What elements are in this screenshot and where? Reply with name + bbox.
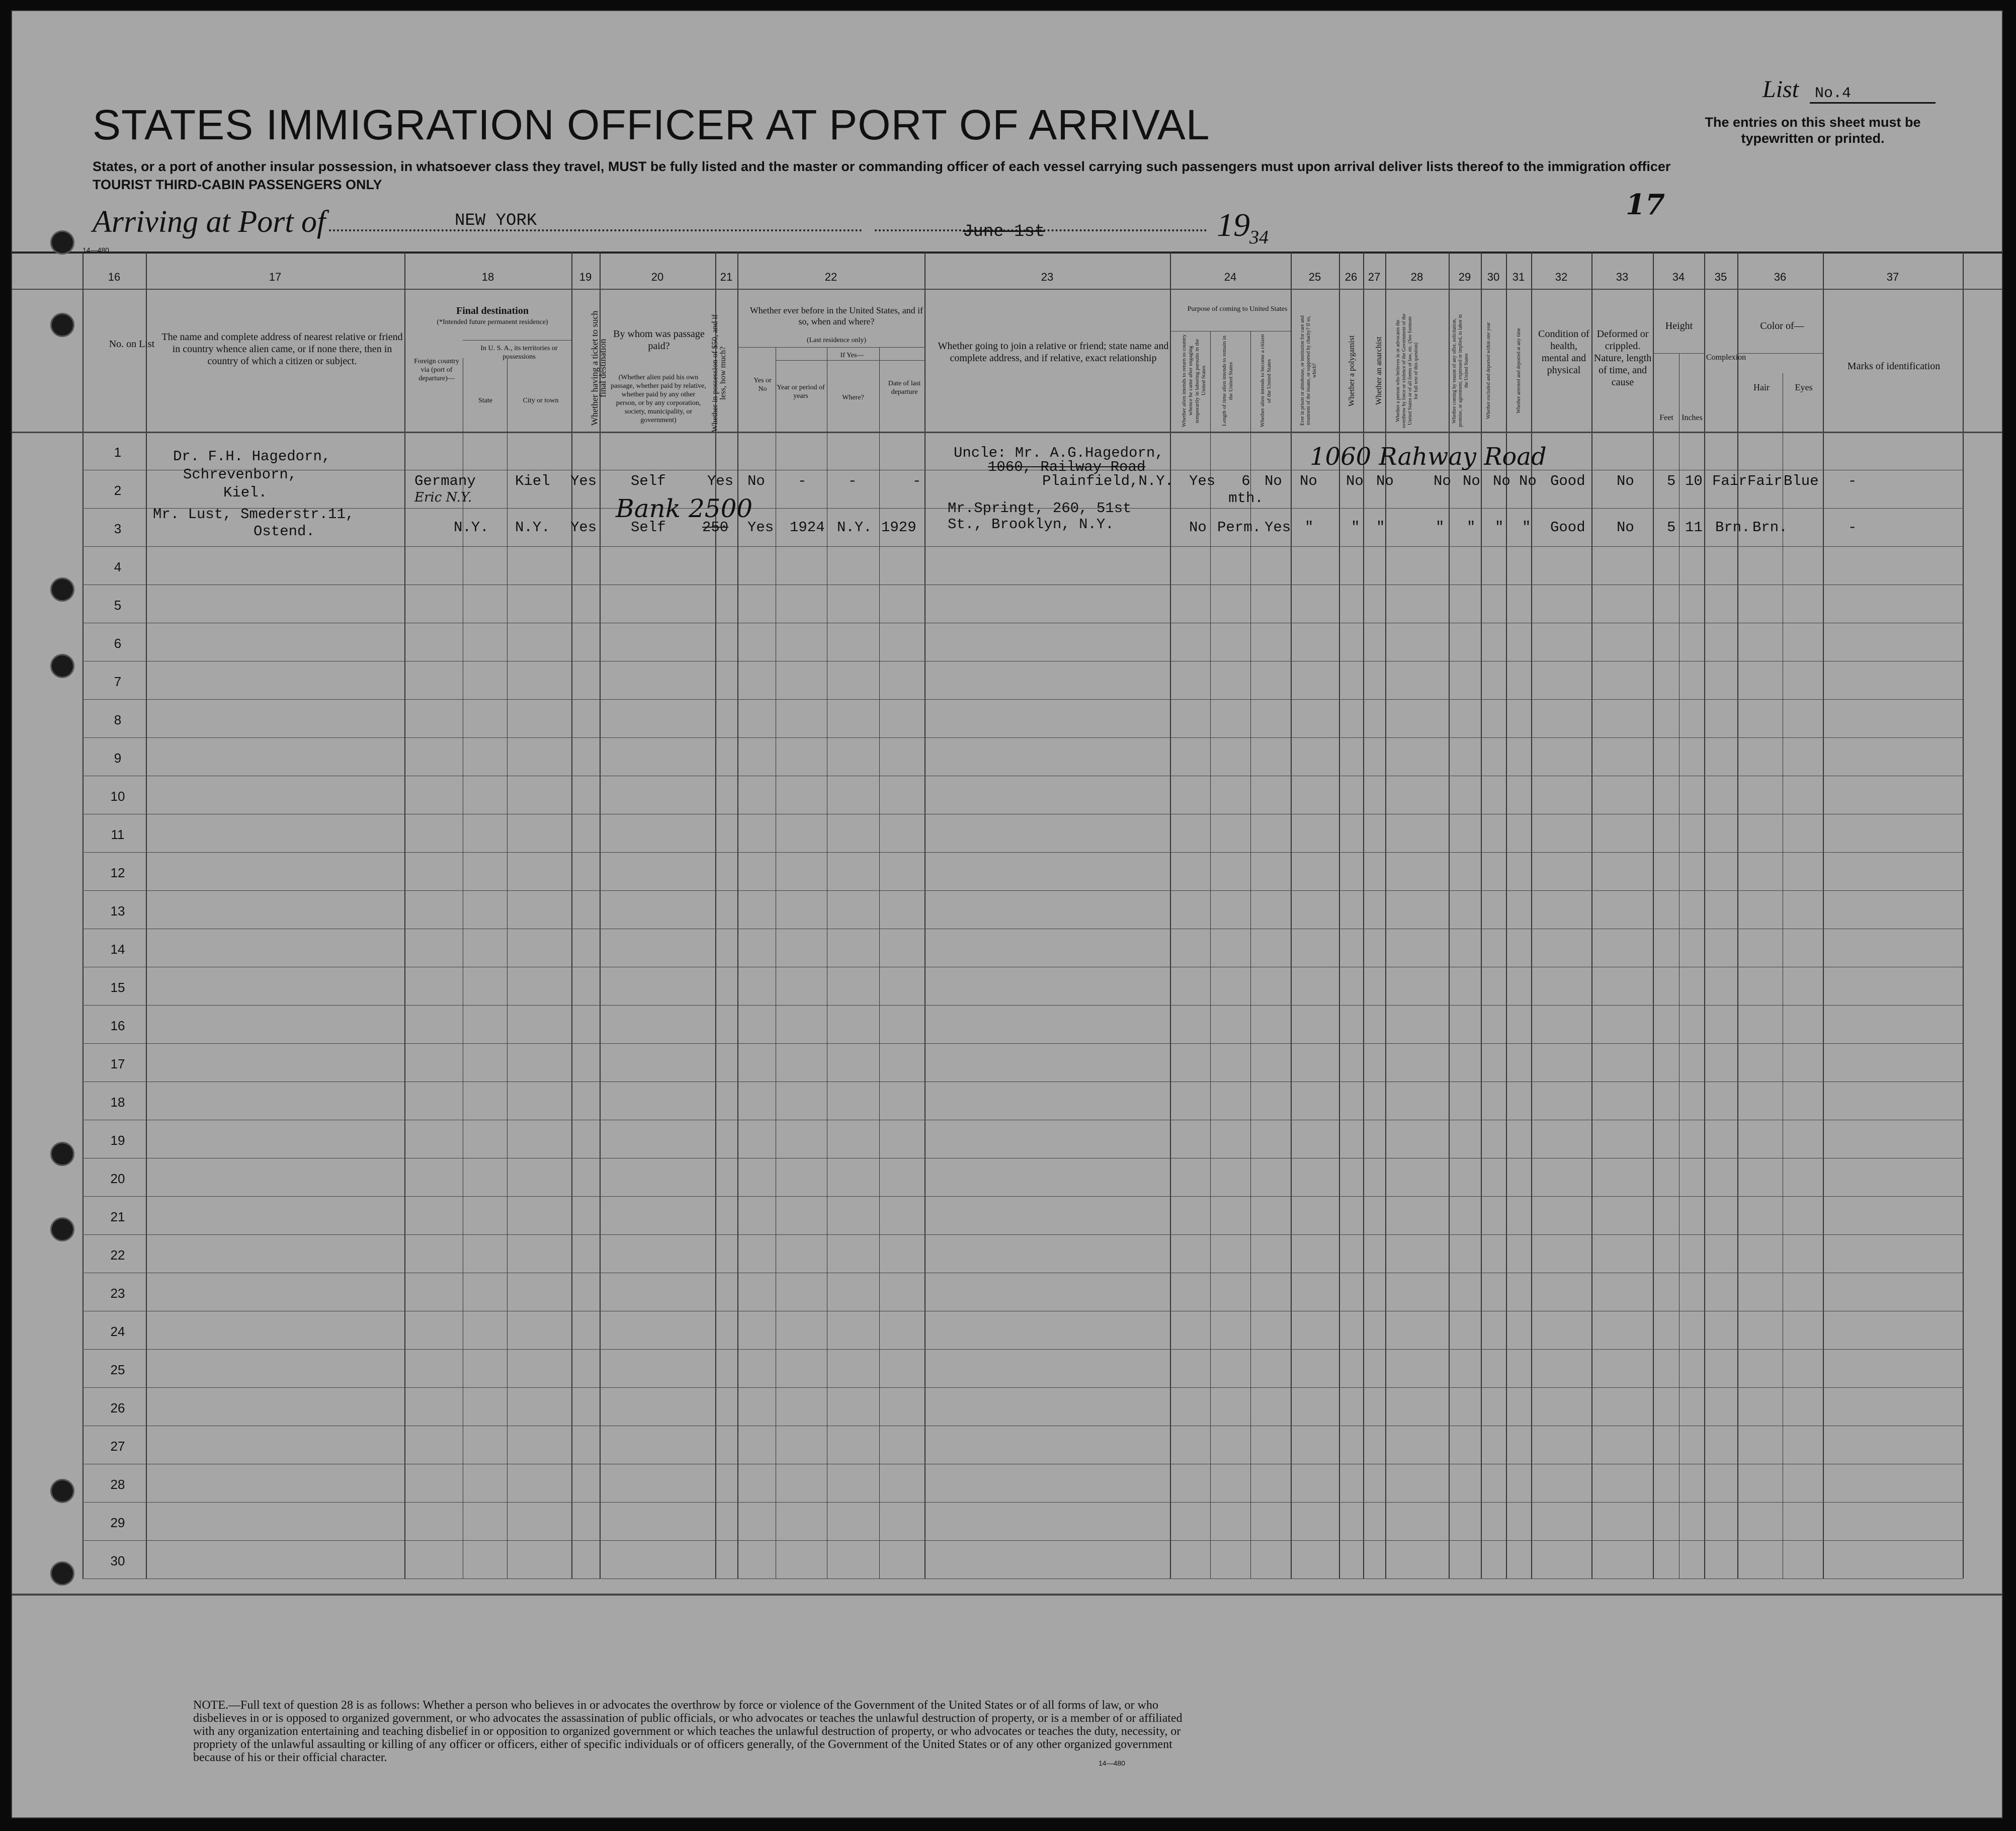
grid-vline xyxy=(571,252,572,1578)
row-number: 30 xyxy=(110,1553,125,1568)
col31-header: Whether arrested and deported at any time xyxy=(1516,328,1522,413)
subtitle-line1: States, or a port of another insular possession, in whatsoever class they travel, MUST be fully listed and the master or commanding officer of each vessel carrying such passengers must upon arrival deliver lists thereof to the immigration officer xyxy=(93,159,1671,174)
row2-money: 250 xyxy=(702,519,729,536)
col33-header: Deformed or crippled. Nature, length of time, and cause xyxy=(1593,328,1652,388)
grid-row-line xyxy=(82,1234,1963,1235)
row-number: 23 xyxy=(110,1286,125,1301)
row1-hair: Fair xyxy=(1747,473,1783,489)
row-number: 12 xyxy=(110,865,125,880)
year-prefix: 19 xyxy=(1217,207,1250,243)
grid-row-line xyxy=(82,546,1963,547)
row2-deformed: No xyxy=(1617,519,1634,536)
row2-overthrow: " xyxy=(1436,519,1445,536)
binder-hole xyxy=(50,654,74,678)
row1-marks: - xyxy=(1848,473,1857,489)
column-number: 20 xyxy=(651,271,664,283)
row1-feet: 5 xyxy=(1667,473,1676,489)
row-number: 19 xyxy=(110,1133,125,1148)
row-number: 28 xyxy=(110,1477,125,1492)
row1-join-hand: 1060 Rahway Road xyxy=(1310,443,1547,471)
column-number: 19 xyxy=(579,271,592,283)
col37-header: Marks of identification xyxy=(1847,361,1941,372)
grid-row-line xyxy=(82,1578,1963,1579)
col24b-header: Length of time alien intends to remain in the United States xyxy=(1221,336,1234,426)
row2-offer: " xyxy=(1467,519,1476,536)
col22-where: Where? xyxy=(842,394,864,401)
col36-hair: Hair xyxy=(1753,382,1770,392)
col18-note: (*Intended future permanent residence) xyxy=(437,318,548,326)
col19-header: Whether having a ticket to such final destination xyxy=(590,310,608,426)
column-number: 18 xyxy=(481,271,494,283)
grid-hline xyxy=(12,432,2002,433)
row-number: 1 xyxy=(114,445,122,460)
row2-marks: - xyxy=(1848,519,1857,536)
entries-note: The entries on this sheet must be typewritten or printed. xyxy=(1705,115,1921,146)
col18-city: City or town xyxy=(523,397,559,404)
row2-ticket: Yes xyxy=(570,519,597,536)
binder-hole xyxy=(50,1479,74,1503)
grid-vline xyxy=(1823,252,1824,1578)
grid-subrow xyxy=(463,340,571,341)
grid-subrow xyxy=(737,347,925,348)
column-number: 29 xyxy=(1458,271,1471,283)
grid-vline xyxy=(1737,252,1738,1578)
row2-paid-by: Self xyxy=(631,519,666,536)
row1-ticket: Yes xyxy=(570,473,597,489)
column-number: 36 xyxy=(1774,271,1787,283)
grid-hline xyxy=(12,1594,2002,1596)
form-code-top: 14—480 xyxy=(82,246,109,254)
column-number: 30 xyxy=(1487,271,1500,283)
col20-note: (Whether alien paid his own passage, whether paid by relative, whether paid by any other person, or by any corporation, society, municipality, or government) xyxy=(611,374,706,424)
row1-relative xyxy=(173,448,330,502)
list-label: List xyxy=(1762,76,1799,103)
col18-foreign: Foreign country via (port of departure)— xyxy=(414,358,459,382)
arriving-label: Arriving at Port of xyxy=(93,205,326,239)
grid-row-line xyxy=(82,699,1963,700)
row1-relative-line2: Schrevenborn, xyxy=(183,466,297,483)
col24c-header: Whether alien intends to become a citizen of the United States xyxy=(1259,334,1272,428)
binder-hole xyxy=(50,313,74,337)
col30-header: Whether excluded and deported within one year xyxy=(1486,322,1491,420)
row2-state: N.Y. xyxy=(454,519,489,536)
grid-vline xyxy=(1591,252,1592,1578)
row-number: 26 xyxy=(110,1400,125,1416)
row-number: 13 xyxy=(110,903,125,919)
column-number: 17 xyxy=(269,271,282,283)
row-number: 15 xyxy=(110,980,125,995)
row2-date: 1929 xyxy=(881,519,916,536)
row2-year: 1924 xyxy=(790,519,825,536)
grid-row-line xyxy=(82,890,1963,891)
binder-hole xyxy=(50,230,74,255)
col20-header: By whom was passage paid? xyxy=(613,328,705,352)
row2-excluded: " xyxy=(1495,519,1504,536)
row2-before-us: Yes xyxy=(747,519,774,536)
subtitle-line2: TOURIST THIRD-CABIN PASSENGERS ONLY xyxy=(93,177,382,192)
column-number: 32 xyxy=(1555,271,1568,283)
row-number: 22 xyxy=(110,1247,125,1263)
column-number: 37 xyxy=(1886,271,1899,283)
grid-subrow xyxy=(776,360,925,361)
row-number: 17 xyxy=(110,1056,125,1071)
row1-anarchist: No xyxy=(1376,473,1394,489)
row-number: 25 xyxy=(110,1362,125,1377)
grid-vline xyxy=(1704,252,1705,1578)
grid-vline xyxy=(404,252,405,1578)
col18-header: Final destination xyxy=(456,305,529,316)
col27-header: Whether an anarchist xyxy=(1375,337,1383,405)
row-number: 8 xyxy=(114,712,122,727)
row-number: 6 xyxy=(114,636,122,651)
row2-feet: 5 xyxy=(1667,519,1676,536)
col34-header: Height xyxy=(1665,320,1693,331)
binder-hole xyxy=(50,1217,74,1241)
form-code: 14—480 xyxy=(1099,1759,1125,1767)
row1-join-line3: Plainfield,N.Y. xyxy=(1042,473,1174,489)
col28-header: Whether a person who believes in or advocates the overthrow by force or violence of the Government of the United States or of all forms of law, etc. (See footnote for full text of this question) xyxy=(1395,313,1419,428)
row1-deformed: No xyxy=(1617,473,1634,489)
grid-subcol xyxy=(879,347,880,1578)
grid-vline xyxy=(1653,252,1654,1578)
row-number: 11 xyxy=(111,827,125,842)
column-number: 33 xyxy=(1616,271,1629,283)
list-number xyxy=(1762,75,1936,104)
row-number: 9 xyxy=(114,751,122,766)
row1-polygamist: No xyxy=(1346,473,1364,489)
col23-header: Whether going to join a relative or friend; state name and complete address, and if relative, exact relationship xyxy=(938,341,1169,364)
column-number: 24 xyxy=(1224,271,1237,283)
column-number: 22 xyxy=(824,271,837,283)
row1-join-line2: 1060, Railway Road xyxy=(988,459,1146,475)
row2-money-hand: Bank 2500 xyxy=(616,494,753,523)
column-number: 21 xyxy=(720,271,733,283)
grid-vline xyxy=(925,252,926,1578)
list-value: No.4 xyxy=(1810,85,1936,104)
date-value: June 1st xyxy=(963,222,1045,241)
row2-polygamist: " xyxy=(1351,519,1360,536)
col18-usa: In U. S. A., its territories or possessions xyxy=(480,345,558,361)
col22-ifyes: If Yes— xyxy=(840,352,864,359)
grid-subrow xyxy=(1737,353,1823,354)
port-line xyxy=(329,229,862,231)
row-number: 5 xyxy=(114,598,122,613)
row1-relative-line1: Dr. F.H. Hagedorn, xyxy=(173,448,331,465)
row-number: 4 xyxy=(114,559,122,574)
row1-complexion: Fair xyxy=(1712,473,1747,489)
binder-hole xyxy=(50,577,74,602)
col24a-header: Whether alien intends to return to country whence he came after engaging temporarily in laboring pursuits in the United States xyxy=(1181,334,1207,428)
row2-hair: Brn. xyxy=(1752,519,1788,536)
grid-row-line xyxy=(82,1502,1963,1503)
row1-health: Good xyxy=(1550,473,1585,489)
binder-hole xyxy=(50,1142,74,1166)
col35-header: Complexion xyxy=(1706,353,1746,362)
row1-purpose-c: No xyxy=(1265,473,1282,489)
col22-yesno: Yes or No xyxy=(753,377,772,393)
grid-row-line xyxy=(82,1196,1963,1197)
grid-subrow xyxy=(1653,353,1704,354)
row-number: 7 xyxy=(114,674,122,689)
col32-header: Condition of health, mental and physical xyxy=(1538,328,1589,376)
row2-purpose-a: No xyxy=(1189,519,1207,536)
row1-city: Kiel xyxy=(515,473,550,489)
row-number: 24 xyxy=(110,1324,125,1339)
row2-relative-line1: Mr. Lust, Smederstr.11, xyxy=(153,506,355,523)
row-number: 29 xyxy=(110,1515,125,1530)
grid-vline xyxy=(737,252,738,1578)
row-number: 14 xyxy=(110,942,125,957)
grid-row-line xyxy=(82,1081,1963,1082)
grid-subcol xyxy=(1250,331,1251,1578)
grid-subcol xyxy=(507,358,508,1578)
port-value: NEW YORK xyxy=(455,211,537,230)
col22-header: Whether ever before in the United States, and if so, when and where? xyxy=(749,305,923,326)
col36-header: Color of— xyxy=(1760,320,1804,331)
row-number: 2 xyxy=(114,483,122,498)
row2-complexion: Brn. xyxy=(1715,519,1750,536)
row2-inches: 11 xyxy=(1685,519,1703,536)
grid-row-line xyxy=(82,1043,1963,1044)
row1-date: - xyxy=(912,473,921,489)
row1-where: - xyxy=(848,473,857,489)
column-number: 25 xyxy=(1308,271,1321,283)
row-number: 16 xyxy=(110,1018,125,1033)
col34-feet: Feet xyxy=(1659,413,1673,422)
row1-purpose-a: Yes xyxy=(1189,473,1216,489)
row2-relative-line2: Ostend. xyxy=(254,523,315,540)
column-number: 28 xyxy=(1410,271,1423,283)
row1-before-us: No xyxy=(747,473,765,489)
col29-header: Whether coming by reason of any offer, solicitation, promise, or agreement, expressed or implied, to labor in the United States xyxy=(1452,314,1469,428)
col24-header: Purpose of coming to United States xyxy=(1187,305,1288,313)
grid-vline xyxy=(600,252,601,1578)
grid-vline xyxy=(1291,252,1292,1578)
col16-header: No. on List xyxy=(109,339,155,350)
grid-row-line xyxy=(82,1387,1963,1388)
footnote: NOTE.—Full text of question 28 is as follows: Whether a person who believes in or advocates the overthrow by force or violence of the Government of the United States or of all forms of law, or who disbelieves in or is opposed to organized government, or who advocates the assassination of public officials, or who advocates or teaches the unlawful destruction of property, or is a member of or affiliated with any organization entertaining and teaching disbelief in or opposition to organized government or which teaches the unlawful destruction of property, or who advocates or teaches the duty, necessity, or propriety of the unlawful assaulting or killing of any officer or officers, either of specific individuals or of officers generally, of the Government of the United States or of any other organized government because of his or their official character. xyxy=(193,1699,1183,1764)
col22-note: (Last residence only) xyxy=(806,337,867,344)
row2-arrested: " xyxy=(1522,519,1531,536)
column-number: 16 xyxy=(108,271,121,283)
row-number: 18 xyxy=(110,1095,125,1110)
row2-city: N.Y. xyxy=(515,519,550,536)
grid-row-line xyxy=(82,1540,1963,1541)
grid-subcol xyxy=(1210,331,1211,1578)
row2-purpose-c: Yes xyxy=(1265,519,1291,536)
col34-inches: Inches xyxy=(1682,413,1703,422)
grid-vline xyxy=(715,252,716,1578)
row-number: 3 xyxy=(114,521,122,536)
manifest-sheet xyxy=(11,10,2003,1818)
column-number: 27 xyxy=(1368,271,1381,283)
grid-vline xyxy=(1170,252,1171,1578)
column-number: 23 xyxy=(1041,271,1054,283)
grid-row-line xyxy=(82,737,1963,738)
col22-year: Year or period of years xyxy=(777,384,825,400)
col36-eyes: Eyes xyxy=(1795,382,1813,392)
row1-arrested: No xyxy=(1519,473,1537,489)
row1-foreign: Germany xyxy=(414,473,476,489)
col22-date: Date of last departure xyxy=(888,380,921,396)
column-number: 26 xyxy=(1345,271,1358,283)
binder-hole xyxy=(50,1561,74,1586)
row2-health: Good xyxy=(1550,519,1585,536)
row1-join-line1: Uncle: Mr. A.G.Hagedorn, xyxy=(954,445,1164,461)
row-number: 21 xyxy=(110,1209,125,1224)
year-suffix: 34 xyxy=(1249,227,1269,248)
grid-row-line xyxy=(82,1349,1963,1350)
row2-purpose-b: Perm. xyxy=(1217,519,1262,536)
row-number: 20 xyxy=(110,1171,125,1186)
row1-overthrow: No xyxy=(1434,473,1451,489)
row1-eyes: Blue xyxy=(1784,473,1819,489)
row1-foreign-note: Eric N.Y. xyxy=(414,490,472,505)
col25-header: Ever in prison or almshouse, or institution for care and treatment of the insane, or supported by charity? If so, which? xyxy=(1300,315,1317,426)
page-mark: 17 xyxy=(1626,188,1665,221)
row-number: 10 xyxy=(110,789,125,804)
row1-prison: No xyxy=(1300,473,1317,489)
row2-join-line2: St., Brooklyn, N.Y. xyxy=(948,516,1114,533)
col26-header: Whether a polygamist xyxy=(1348,335,1356,406)
row1-paid-by: Self xyxy=(631,473,666,489)
grid-row-line xyxy=(82,1005,1963,1006)
row2-anarchist: " xyxy=(1376,519,1385,536)
row2-where: N.Y. xyxy=(837,519,872,536)
row1-relative-line3: Kiel. xyxy=(223,484,268,501)
row1-offer: No xyxy=(1463,473,1480,489)
row1-excluded: No xyxy=(1493,473,1510,489)
column-number: 34 xyxy=(1672,271,1685,283)
column-number: 31 xyxy=(1512,271,1525,283)
row1-money: Yes xyxy=(707,473,734,489)
row1-year: - xyxy=(798,473,807,489)
page-title: STATES IMMIGRATION OFFICER AT PORT OF ARRIVAL xyxy=(93,101,1210,148)
column-number: 35 xyxy=(1714,271,1727,283)
grid-hline xyxy=(12,289,2002,290)
row-number: 27 xyxy=(110,1439,125,1454)
row2-relative xyxy=(153,506,354,540)
grid-vline xyxy=(1963,252,1964,1578)
row1-purpose-b: 6 mth. xyxy=(1228,473,1264,507)
col17-header: The name and complete address of nearest relative or friend in country whence alien came, or if none there, then in country of which a citizen or subject. xyxy=(161,331,403,367)
row2-join-line1: Mr.Springt, 260, 51st xyxy=(948,500,1132,517)
col18-state: State xyxy=(478,397,492,404)
col21-header: Whether in possession of $50, and if less, how much? xyxy=(711,314,727,433)
row2-prison: " xyxy=(1305,519,1314,536)
header-rule xyxy=(12,252,2002,254)
grid-row-line xyxy=(82,852,1963,853)
row1-inches: 10 xyxy=(1685,473,1703,489)
